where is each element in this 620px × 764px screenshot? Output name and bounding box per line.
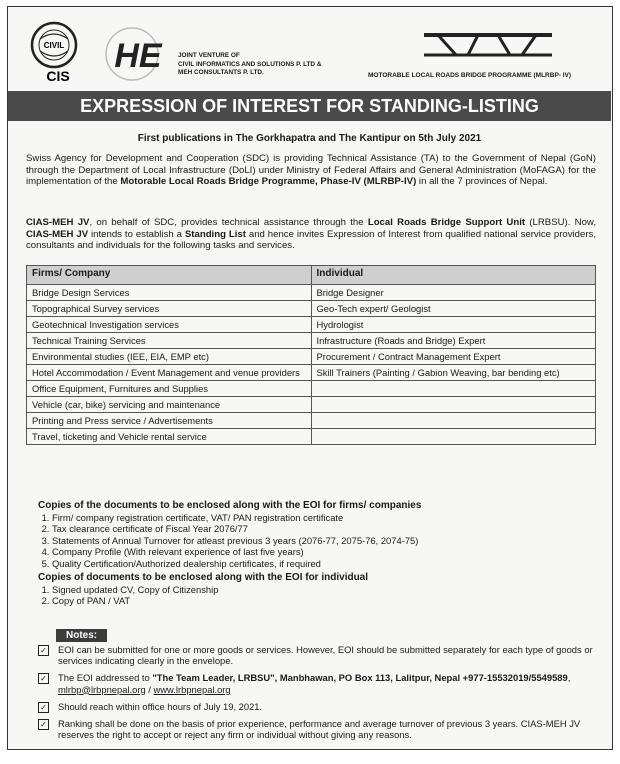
required-documents (38, 500, 598, 610)
list-item: 4. Company Profile (With relevant experience of last five years) (52, 546, 598, 557)
individual-cell (311, 413, 596, 429)
list-item: 1. Signed updated CV, Copy of Citizenship (52, 584, 598, 595)
jv-text (178, 52, 321, 78)
note-item (38, 701, 598, 712)
programme-name: MOTORABLE LOCAL ROADS BRIDGE PROGRAMME (MLRBP- IV) (368, 72, 572, 79)
individual-cell: Skill Trainers (Painting / Gabion Weaving, bar bending etc) (311, 365, 596, 381)
header (8, 7, 612, 91)
checkbox-icon: ✓ (38, 645, 49, 656)
firm-cell: Topographical Survey services (27, 301, 312, 317)
table-row (27, 429, 596, 445)
table-row (27, 365, 596, 381)
note-item (38, 644, 598, 666)
text: and hence invites Expression of Interest from qualified national service providers, consultants and individuals for the following tasks and services. (26, 228, 597, 252)
checkbox-icon: ✓ (38, 719, 49, 730)
firm-cell: Printing and Press service / Advertisements (27, 413, 312, 429)
services-table (26, 265, 596, 445)
list-item: 2. Tax clearance certificate of Fiscal Year 2076/77 (52, 523, 598, 534)
website-link[interactable]: www.lrbpnepal.org (153, 683, 231, 695)
individual-docs-list (38, 584, 598, 607)
firm-cell: Bridge Design Services (27, 285, 312, 301)
note-text: The EOI addressed to (58, 672, 153, 684)
table-row (27, 381, 596, 397)
intro-tail: in all the 7 provinces of Nepal. (416, 176, 548, 188)
notes-section (38, 644, 598, 746)
jv-line: CIVIL INFORMATICS AND SOLUTIONS P. LTD & (178, 60, 322, 68)
page-title: EXPRESSION OF INTEREST FOR STANDING-LISTING (8, 91, 611, 121)
list-item: 5. Quality Certification/Authorized dealership certificates, if required (52, 558, 598, 569)
header-individual: Individual (311, 266, 596, 285)
firm-cell: Hotel Accommodation / Event Management and venue providers (27, 365, 312, 381)
email-link[interactable]: mlrbp@lrbpnepal.org (58, 683, 146, 695)
text: , on behalf of SDC, provides technical assistance through the (89, 217, 368, 228)
list-item: 3. Statements of Annual Turnover for atleast previous 3 years (2076-77, 2075-76, 2074-75) (52, 535, 598, 546)
individual-cell: Geo-Tech expert/ Geologist (311, 301, 596, 317)
firm-cell: Office Equipment, Furnitures and Supplies (27, 381, 312, 397)
table-row (27, 317, 596, 333)
checkbox-icon: ✓ (38, 702, 49, 713)
individual-cell (311, 397, 596, 413)
meh-logo (102, 25, 172, 83)
intro-paragraph (26, 153, 596, 188)
text: intends to establish a (88, 228, 185, 240)
note-item (38, 718, 598, 740)
bridge-logo (418, 23, 558, 65)
notes-label: Notes: (56, 629, 107, 642)
logo-he-text: HE (114, 37, 162, 75)
note-text: EOI can be submitted for one or more goods or services. However, EOI should be submitted separately for each type of goods or services indicating clearly in the envelope. (58, 644, 593, 667)
note-text: , (567, 672, 571, 684)
firms-docs-list (38, 512, 598, 569)
table-row (27, 397, 596, 413)
firm-cell: Geotechnical Investigation services (27, 317, 312, 333)
header-firms: Firms/ Company (27, 266, 312, 285)
table-row (27, 333, 596, 349)
intro-text: Swiss Agency for Development and Cooperation (SDC) is providing Technical Assistance (TA) to the Government of Nepal (GoN) through the Department of Local Infrastructure (DoLI) under Ministry of Federal Affairs and General Administration (MoFAGA) for the implementation of the (26, 153, 596, 188)
table-row (27, 301, 596, 317)
individual-cell: Procurement / Contract Management Expert (311, 349, 596, 365)
jv-line: JOINT VENTURE OF (178, 52, 240, 59)
jv-name: CIAS-MEH JV (26, 228, 89, 240)
address-bold: "The Team Leader, LRBSU", Manbhawan, PO Box 113, Lalitpur, Nepal +977-15532019/5549589 (152, 672, 568, 684)
individual-cell (311, 381, 596, 397)
individual-cell: Bridge Designer (311, 285, 596, 301)
table-header-row (27, 266, 596, 285)
firm-cell: Technical Training Services (27, 333, 312, 349)
firms-docs-heading: Copies of the documents to be enclosed along with the EOI for firms/ companies (38, 500, 422, 511)
standing-list-bold: Standing List (184, 228, 246, 240)
publication-line: First publications in The Gorkhapatra and The Kantipur on 5th July 2021 (137, 133, 482, 144)
individual-cell (311, 429, 596, 445)
table-row (27, 349, 596, 365)
programme-bold: Motorable Local Roads Bridge Programme, Phase-IV (MLRBP-IV) (120, 176, 417, 188)
text: (LRBSU). Now, (525, 217, 596, 228)
logo-civil-text: CIVIL (43, 41, 65, 50)
individual-docs-heading: Copies of documents to be enclosed along with the EOI for individual (38, 572, 369, 584)
individual-cell: Hydrologist (311, 317, 596, 333)
advertisement (7, 6, 613, 750)
note-text: Ranking shall be done on the basis of prior experience, performance and average turnover of previous 3 years. CIAS-MEH JV reserves the right to accept or reject any firm or individual without giving any reasons. (58, 718, 581, 741)
note-text: Should reach within office hours of July 19, 2021. (58, 700, 263, 712)
firm-cell: Environmental studies (IEE, EIA, EMP etc) (27, 349, 312, 365)
standing-list-paragraph (26, 217, 596, 252)
logo-cis-text: CIS (46, 68, 70, 83)
lrbsu-name: Local Roads Bridge Support Unit (367, 217, 526, 228)
table-row (27, 285, 596, 301)
note-item (38, 672, 598, 694)
table-row (27, 413, 596, 429)
list-item: 2. Copy of PAN / VAT (52, 595, 598, 606)
checkbox-icon: ✓ (38, 673, 49, 684)
firm-cell: Travel, ticketing and Vehicle rental service (27, 429, 312, 445)
jv-name: CIAS-MEH JV (26, 217, 90, 228)
individual-cell: Infrastructure (Roads and Bridge) Expert (311, 333, 596, 349)
list-item: 1. Firm/ company registration certificate, VAT/ PAN registration certificate (52, 512, 598, 523)
firm-cell: Vehicle (car, bike) servicing and maintenance (27, 397, 312, 413)
note-text: / (145, 683, 154, 695)
cis-logo (26, 21, 90, 83)
jv-line: MEH CONSULTANTS P. LTD. (178, 69, 264, 76)
